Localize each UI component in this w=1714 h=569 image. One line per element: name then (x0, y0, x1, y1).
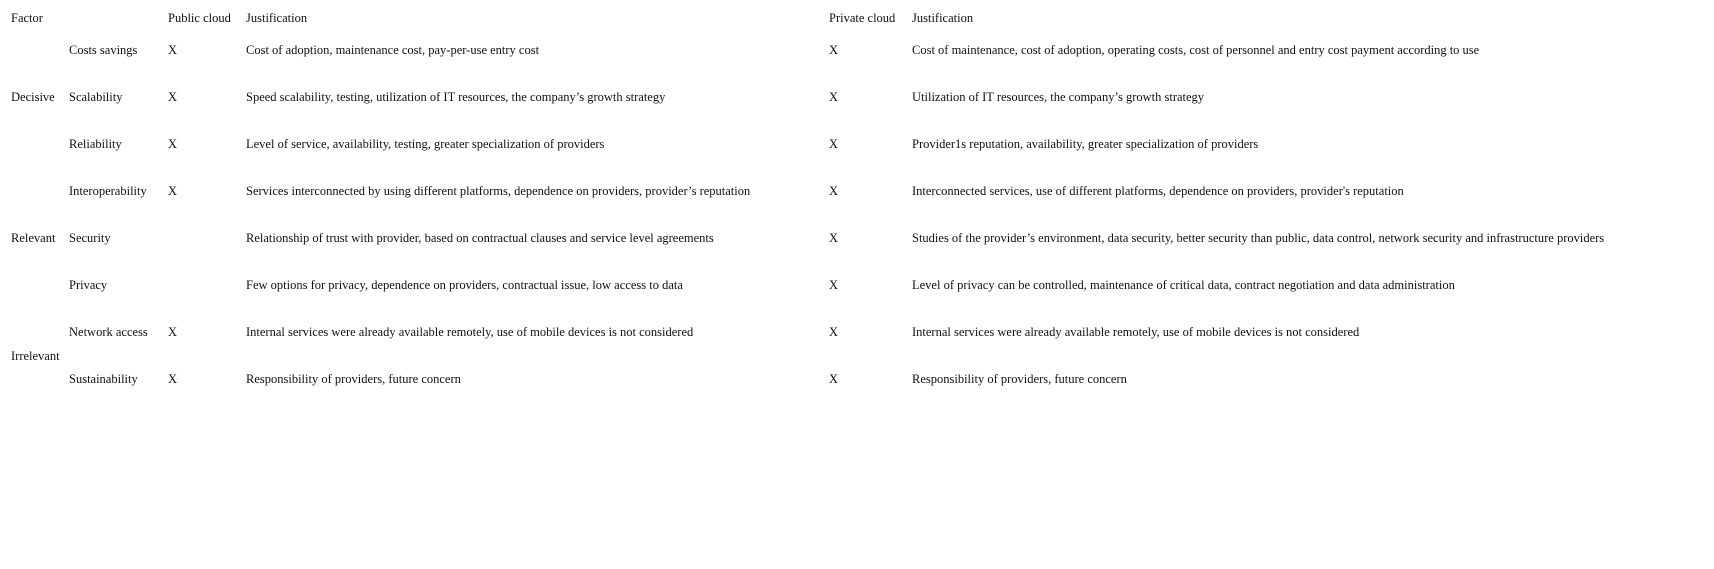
factor-cell: Scalability (69, 90, 123, 104)
group-label-irrelevant: Irrelevant (11, 348, 60, 363)
group-label-decisive: Decisive (11, 90, 55, 104)
private-justification-cell: Level of privacy can be controlled, maintenance of critical data, contract negotiation and data administration (912, 278, 1455, 292)
table-row (9, 74, 1604, 121)
cloud-factor-comparison-table (9, 11, 1604, 403)
factor-cell: Privacy (69, 278, 108, 292)
public-justification-cell: Internal services were already available remotely, use of mobile devices is not considered (246, 325, 694, 339)
factor-cell: Costs savings (69, 43, 138, 57)
public-mark-cell: X (168, 325, 178, 339)
private-mark-cell: X (829, 90, 839, 104)
header-private-justification: Justification (912, 11, 974, 25)
table-row (9, 168, 1604, 215)
private-mark-cell: X (829, 372, 839, 386)
public-mark-cell: X (168, 43, 178, 57)
table-row (9, 309, 1604, 356)
comparison-table-container (9, 11, 1714, 403)
private-justification-cell: Studies of the provider’s environment, data security, better security than public, data control, network security and infrastructure providers (912, 231, 1605, 245)
private-justification-cell: Interconnected services, use of different platforms, dependence on providers, provider's reputation (912, 184, 1404, 198)
header-private-cloud: Private cloud (829, 11, 896, 25)
public-mark-cell (166, 262, 244, 309)
private-justification-cell: Internal services were already available remotely, use of mobile devices is not considered (912, 325, 1360, 339)
public-justification-cell: Services interconnected by using different platforms, dependence on providers, provider’s reputation (246, 184, 751, 198)
table-row (9, 215, 1604, 262)
private-mark-cell: X (829, 278, 839, 292)
table-row (9, 121, 1604, 168)
public-justification-cell: Level of service, availability, testing, greater specialization of providers (246, 137, 605, 151)
public-justification-cell: Cost of adoption, maintenance cost, pay-per-use entry cost (246, 43, 540, 57)
table-row (9, 356, 1604, 403)
private-justification-cell: Responsibility of providers, future concern (912, 372, 1127, 386)
public-justification-cell: Speed scalability, testing, utilization of IT resources, the company’s growth strategy (246, 90, 666, 104)
private-mark-cell: X (829, 184, 839, 198)
table-row (9, 262, 1604, 309)
table-header-row (9, 11, 1604, 27)
private-justification-cell: Utilization of IT resources, the company’s growth strategy (912, 90, 1205, 104)
factor-cell: Interoperability (69, 184, 147, 198)
header-factor: Factor (11, 11, 43, 25)
public-justification-cell: Responsibility of providers, future concern (246, 372, 461, 386)
header-public-justification: Justification (246, 11, 308, 25)
factor-cell: Sustainability (69, 372, 138, 386)
private-mark-cell: X (829, 43, 839, 57)
public-mark-cell: X (168, 137, 178, 151)
table-row (9, 27, 1604, 74)
header-public-cloud: Public cloud (168, 11, 231, 25)
header-blank (67, 11, 166, 27)
public-justification-cell: Relationship of trust with provider, based on contractual clauses and service level agreements (246, 231, 714, 245)
factor-cell: Network access (69, 325, 148, 339)
group-label-relevant: Relevant (11, 231, 56, 245)
factor-cell: Security (69, 231, 111, 245)
factor-cell: Reliability (69, 137, 122, 151)
private-mark-cell: X (829, 137, 839, 151)
public-mark-cell (166, 215, 244, 262)
private-justification-cell: Provider1s reputation, availability, greater specialization of providers (912, 137, 1259, 151)
public-mark-cell: X (168, 90, 178, 104)
private-mark-cell: X (829, 231, 839, 245)
public-mark-cell: X (168, 372, 178, 386)
public-justification-cell: Few options for privacy, dependence on providers, contractual issue, low access to data (246, 278, 683, 292)
private-justification-cell: Cost of maintenance, cost of adoption, operating costs, cost of personnel and entry cost payment according to use (912, 43, 1480, 57)
private-mark-cell: X (829, 325, 839, 339)
public-mark-cell: X (168, 184, 178, 198)
